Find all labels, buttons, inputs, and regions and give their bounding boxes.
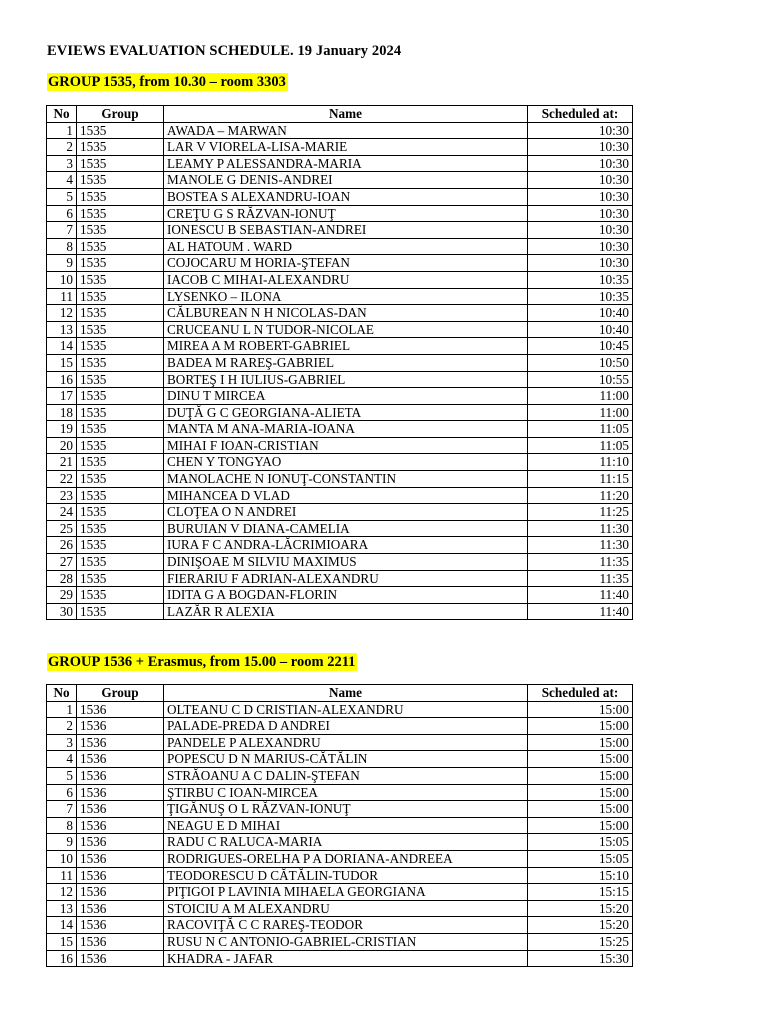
row-number-cell: 6	[47, 784, 77, 801]
scheduled-time-cell: 11:15	[528, 471, 633, 488]
scheduled-time-cell: 10:30	[528, 205, 633, 222]
table-row	[47, 271, 633, 288]
student-name-cell: ŢIGĂNUŞ O L RĂZVAN-IONUŢ	[164, 801, 528, 818]
table-row	[47, 238, 633, 255]
student-name-cell: DINU T MIRCEA	[164, 388, 528, 405]
student-name-cell: CRUCEANU L N TUDOR-NICOLAE	[164, 321, 528, 338]
group-cell: 1536	[77, 917, 164, 934]
row-number-cell: 28	[47, 570, 77, 587]
row-number-cell: 12	[47, 884, 77, 901]
scheduled-time-cell: 11:10	[528, 454, 633, 471]
group-cell: 1536	[77, 734, 164, 751]
row-number-cell: 1	[47, 701, 77, 718]
table-row	[47, 537, 633, 554]
scheduled-time-cell: 10:30	[528, 122, 633, 139]
scheduled-time-cell: 10:30	[528, 139, 633, 156]
scheduled-time-cell: 15:00	[528, 801, 633, 818]
group-cell: 1535	[77, 354, 164, 371]
scheduled-time-cell: 10:55	[528, 371, 633, 388]
group-cell: 1535	[77, 504, 164, 521]
table-row	[47, 122, 633, 139]
student-name-cell: DINIŞOAE M SILVIU MAXIMUS	[164, 554, 528, 571]
scheduled-time-cell: 15:05	[528, 850, 633, 867]
row-number-cell: 4	[47, 172, 77, 189]
column-header-group: Group	[77, 685, 164, 702]
group-cell: 1536	[77, 751, 164, 768]
group-cell: 1535	[77, 404, 164, 421]
group-cell: 1535	[77, 122, 164, 139]
table-row	[47, 554, 633, 571]
row-number-cell: 30	[47, 603, 77, 620]
student-name-cell: BORTEŞ I H IULIUS-GABRIEL	[164, 371, 528, 388]
row-number-cell: 22	[47, 471, 77, 488]
student-name-cell: RADU C RALUCA-MARIA	[164, 834, 528, 851]
student-name-cell: DUŢĂ G C GEORGIANA-ALIETA	[164, 404, 528, 421]
group-cell: 1535	[77, 238, 164, 255]
row-number-cell: 3	[47, 155, 77, 172]
table-row	[47, 388, 633, 405]
column-header-no: No	[47, 685, 77, 702]
group-cell: 1535	[77, 537, 164, 554]
group-cell: 1536	[77, 767, 164, 784]
group-cell: 1536	[77, 900, 164, 917]
student-name-cell: IACOB C MIHAI-ALEXANDRU	[164, 271, 528, 288]
scheduled-time-cell: 10:30	[528, 222, 633, 239]
group-1535-schedule-table	[46, 105, 633, 620]
group-cell: 1536	[77, 850, 164, 867]
table-row	[47, 371, 633, 388]
student-name-cell: NEAGU E D MIHAI	[164, 817, 528, 834]
table-row	[47, 454, 633, 471]
table-row	[47, 767, 633, 784]
student-name-cell: ŞTIRBU C IOAN-MIRCEA	[164, 784, 528, 801]
scheduled-time-cell: 15:05	[528, 834, 633, 851]
student-name-cell: BADEA M RAREŞ-GABRIEL	[164, 354, 528, 371]
scheduled-time-cell: 11:25	[528, 504, 633, 521]
table-row	[47, 172, 633, 189]
student-name-cell: PANDELE P ALEXANDRU	[164, 734, 528, 751]
student-name-cell: LYSENKO – ILONA	[164, 288, 528, 305]
table-row	[47, 404, 633, 421]
table-header-row	[47, 106, 633, 123]
student-name-cell: RACOVIŢĂ C C RAREŞ-TEODOR	[164, 917, 528, 934]
table-row	[47, 587, 633, 604]
group-cell: 1535	[77, 255, 164, 272]
student-name-cell: BURUIAN V DIANA-CAMELIA	[164, 520, 528, 537]
row-number-cell: 9	[47, 834, 77, 851]
student-name-cell: CLOŢEA O N ANDREI	[164, 504, 528, 521]
column-header-name: Name	[164, 106, 528, 123]
table-row	[47, 338, 633, 355]
row-number-cell: 5	[47, 188, 77, 205]
student-name-cell: RODRIGUES-ORELHA P A DORIANA-ANDREEA	[164, 850, 528, 867]
student-name-cell: TEODORESCU D CĂTĂLIN-TUDOR	[164, 867, 528, 884]
scheduled-time-cell: 15:25	[528, 933, 633, 950]
table-row	[47, 718, 633, 735]
row-number-cell: 15	[47, 354, 77, 371]
scheduled-time-cell: 15:00	[528, 701, 633, 718]
row-number-cell: 8	[47, 238, 77, 255]
group-cell: 1535	[77, 570, 164, 587]
scheduled-time-cell: 11:35	[528, 554, 633, 571]
group-cell: 1536	[77, 701, 164, 718]
student-name-cell: IDITA G A BOGDAN-FLORIN	[164, 587, 528, 604]
scheduled-time-cell: 10:45	[528, 338, 633, 355]
scheduled-time-cell: 11:40	[528, 603, 633, 620]
student-name-cell: AWADA – MARWAN	[164, 122, 528, 139]
row-number-cell: 25	[47, 520, 77, 537]
group-cell: 1535	[77, 471, 164, 488]
student-name-cell: STRĂOANU A C DALIN-ŞTEFAN	[164, 767, 528, 784]
row-number-cell: 24	[47, 504, 77, 521]
table-body	[47, 701, 633, 967]
group-1536-schedule-table	[46, 684, 633, 967]
group-cell: 1535	[77, 188, 164, 205]
scheduled-time-cell: 15:30	[528, 950, 633, 967]
group-cell: 1535	[77, 321, 164, 338]
table-row	[47, 603, 633, 620]
student-name-cell: RUSU N C ANTONIO-GABRIEL-CRISTIAN	[164, 933, 528, 950]
scheduled-time-cell: 11:30	[528, 537, 633, 554]
group-cell: 1535	[77, 554, 164, 571]
student-name-cell: MANOLE G DENIS-ANDREI	[164, 172, 528, 189]
group-cell: 1535	[77, 288, 164, 305]
row-number-cell: 10	[47, 271, 77, 288]
table-row	[47, 701, 633, 718]
scheduled-time-cell: 10:40	[528, 321, 633, 338]
table-row	[47, 288, 633, 305]
table-row	[47, 437, 633, 454]
row-number-cell: 7	[47, 222, 77, 239]
student-name-cell: MANTA M ANA-MARIA-IOANA	[164, 421, 528, 438]
row-number-cell: 3	[47, 734, 77, 751]
row-number-cell: 4	[47, 751, 77, 768]
group-cell: 1536	[77, 834, 164, 851]
group-cell: 1536	[77, 817, 164, 834]
table-row	[47, 321, 633, 338]
table-row	[47, 950, 633, 967]
row-number-cell: 21	[47, 454, 77, 471]
student-name-cell: MIHAI F IOAN-CRISTIAN	[164, 437, 528, 454]
row-number-cell: 19	[47, 421, 77, 438]
scheduled-time-cell: 15:20	[528, 900, 633, 917]
group-cell: 1535	[77, 305, 164, 322]
scheduled-time-cell: 11:05	[528, 421, 633, 438]
group-cell: 1535	[77, 155, 164, 172]
table-row	[47, 504, 633, 521]
student-name-cell: IONESCU B SEBASTIAN-ANDREI	[164, 222, 528, 239]
row-number-cell: 16	[47, 371, 77, 388]
scheduled-time-cell: 11:00	[528, 388, 633, 405]
scheduled-time-cell: 15:00	[528, 767, 633, 784]
table-row	[47, 255, 633, 272]
student-name-cell: LEAMY P ALESSANDRA-MARIA	[164, 155, 528, 172]
table-row	[47, 487, 633, 504]
group-cell: 1536	[77, 801, 164, 818]
table-row	[47, 570, 633, 587]
group-cell: 1535	[77, 388, 164, 405]
group-cell: 1535	[77, 454, 164, 471]
group-cell: 1535	[77, 222, 164, 239]
row-number-cell: 6	[47, 205, 77, 222]
group-1536-heading: GROUP 1536 + Erasmus, from 15.00 – room 2211	[48, 654, 356, 670]
row-number-cell: 27	[47, 554, 77, 571]
student-name-cell: BOSTEA S ALEXANDRU-IOAN	[164, 188, 528, 205]
group-cell: 1536	[77, 933, 164, 950]
group-cell: 1536	[77, 884, 164, 901]
scheduled-time-cell: 15:00	[528, 817, 633, 834]
student-name-cell: LAR V VIORELA-LISA-MARIE	[164, 139, 528, 156]
scheduled-time-cell: 15:20	[528, 917, 633, 934]
column-header-scheduled: Scheduled at:	[528, 685, 633, 702]
column-header-name: Name	[164, 685, 528, 702]
scheduled-time-cell: 15:00	[528, 718, 633, 735]
student-name-cell: KHADRA - JAFAR	[164, 950, 528, 967]
table-row	[47, 817, 633, 834]
table-row	[47, 834, 633, 851]
scheduled-time-cell: 11:05	[528, 437, 633, 454]
row-number-cell: 7	[47, 801, 77, 818]
scheduled-time-cell: 10:30	[528, 188, 633, 205]
table-row	[47, 801, 633, 818]
column-header-scheduled: Scheduled at:	[528, 106, 633, 123]
group-cell: 1536	[77, 718, 164, 735]
table-row	[47, 867, 633, 884]
table-row	[47, 471, 633, 488]
group-cell: 1536	[77, 867, 164, 884]
group-cell: 1535	[77, 487, 164, 504]
student-name-cell: PIŢIGOI P LAVINIA MIHAELA GEORGIANA	[164, 884, 528, 901]
table-row	[47, 900, 633, 917]
scheduled-time-cell: 10:30	[528, 238, 633, 255]
student-name-cell: STOICIU A M ALEXANDRU	[164, 900, 528, 917]
student-name-cell: AL HATOUM . WARD	[164, 238, 528, 255]
table-row	[47, 205, 633, 222]
table-row	[47, 751, 633, 768]
column-header-group: Group	[77, 106, 164, 123]
scheduled-time-cell: 10:30	[528, 255, 633, 272]
table-row	[47, 933, 633, 950]
student-name-cell: CREŢU G S RĂZVAN-IONUŢ	[164, 205, 528, 222]
student-name-cell: LAZĂR R ALEXIA	[164, 603, 528, 620]
row-number-cell: 1	[47, 122, 77, 139]
group-cell: 1535	[77, 587, 164, 604]
group-cell: 1535	[77, 437, 164, 454]
row-number-cell: 13	[47, 900, 77, 917]
table-header-row	[47, 685, 633, 702]
student-name-cell: MIHANCEA D VLAD	[164, 487, 528, 504]
group-cell: 1536	[77, 784, 164, 801]
scheduled-time-cell: 11:30	[528, 520, 633, 537]
row-number-cell: 29	[47, 587, 77, 604]
table-row	[47, 139, 633, 156]
student-name-cell: COJOCARU M HORIA-ŞTEFAN	[164, 255, 528, 272]
table-row	[47, 155, 633, 172]
group-cell: 1535	[77, 172, 164, 189]
group-cell: 1535	[77, 205, 164, 222]
table-row	[47, 222, 633, 239]
scheduled-time-cell: 15:00	[528, 784, 633, 801]
scheduled-time-cell: 11:40	[528, 587, 633, 604]
row-number-cell: 11	[47, 288, 77, 305]
table-body	[47, 122, 633, 620]
table-row	[47, 305, 633, 322]
scheduled-time-cell: 11:35	[528, 570, 633, 587]
table-row	[47, 421, 633, 438]
column-header-no: No	[47, 106, 77, 123]
row-number-cell: 16	[47, 950, 77, 967]
row-number-cell: 15	[47, 933, 77, 950]
student-name-cell: MIREA A M ROBERT-GABRIEL	[164, 338, 528, 355]
student-name-cell: PALADE-PREDA D ANDREI	[164, 718, 528, 735]
student-name-cell: MANOLACHE N IONUŢ-CONSTANTIN	[164, 471, 528, 488]
scheduled-time-cell: 10:30	[528, 155, 633, 172]
table-row	[47, 734, 633, 751]
group-cell: 1535	[77, 271, 164, 288]
table-row	[47, 850, 633, 867]
scheduled-time-cell: 10:50	[528, 354, 633, 371]
row-number-cell: 2	[47, 718, 77, 735]
row-number-cell: 10	[47, 850, 77, 867]
row-number-cell: 17	[47, 388, 77, 405]
row-number-cell: 18	[47, 404, 77, 421]
group-1535-heading: GROUP 1535, from 10.30 – room 3303	[48, 74, 286, 90]
scheduled-time-cell: 15:10	[528, 867, 633, 884]
student-name-cell: CHEN Y TONGYAO	[164, 454, 528, 471]
table-row	[47, 520, 633, 537]
row-number-cell: 20	[47, 437, 77, 454]
student-name-cell: POPESCU D N MARIUS-CĂTĂLIN	[164, 751, 528, 768]
group-cell: 1535	[77, 139, 164, 156]
row-number-cell: 9	[47, 255, 77, 272]
row-number-cell: 14	[47, 338, 77, 355]
group-cell: 1535	[77, 603, 164, 620]
group-cell: 1535	[77, 520, 164, 537]
row-number-cell: 5	[47, 767, 77, 784]
row-number-cell: 23	[47, 487, 77, 504]
student-name-cell: CĂLBUREAN N H NICOLAS-DAN	[164, 305, 528, 322]
row-number-cell: 14	[47, 917, 77, 934]
scheduled-time-cell: 10:40	[528, 305, 633, 322]
scheduled-time-cell: 15:00	[528, 751, 633, 768]
row-number-cell: 13	[47, 321, 77, 338]
table-row	[47, 917, 633, 934]
student-name-cell: FIERARIU F ADRIAN-ALEXANDRU	[164, 570, 528, 587]
scheduled-time-cell: 11:00	[528, 404, 633, 421]
table-row	[47, 354, 633, 371]
table-row	[47, 884, 633, 901]
group-cell: 1535	[77, 421, 164, 438]
scheduled-time-cell: 15:15	[528, 884, 633, 901]
table-row	[47, 188, 633, 205]
scheduled-time-cell: 10:35	[528, 271, 633, 288]
student-name-cell: IURA F C ANDRA-LĂCRIMIOARA	[164, 537, 528, 554]
scheduled-time-cell: 11:20	[528, 487, 633, 504]
document-title: EVIEWS EVALUATION SCHEDULE. 19 January 2024	[47, 43, 402, 59]
row-number-cell: 26	[47, 537, 77, 554]
scheduled-time-cell: 15:00	[528, 734, 633, 751]
scheduled-time-cell: 10:35	[528, 288, 633, 305]
row-number-cell: 12	[47, 305, 77, 322]
scheduled-time-cell: 10:30	[528, 172, 633, 189]
group-cell: 1535	[77, 338, 164, 355]
group-cell: 1536	[77, 950, 164, 967]
row-number-cell: 8	[47, 817, 77, 834]
row-number-cell: 2	[47, 139, 77, 156]
row-number-cell: 11	[47, 867, 77, 884]
table-row	[47, 784, 633, 801]
group-cell: 1535	[77, 371, 164, 388]
student-name-cell: OLTEANU C D CRISTIAN-ALEXANDRU	[164, 701, 528, 718]
